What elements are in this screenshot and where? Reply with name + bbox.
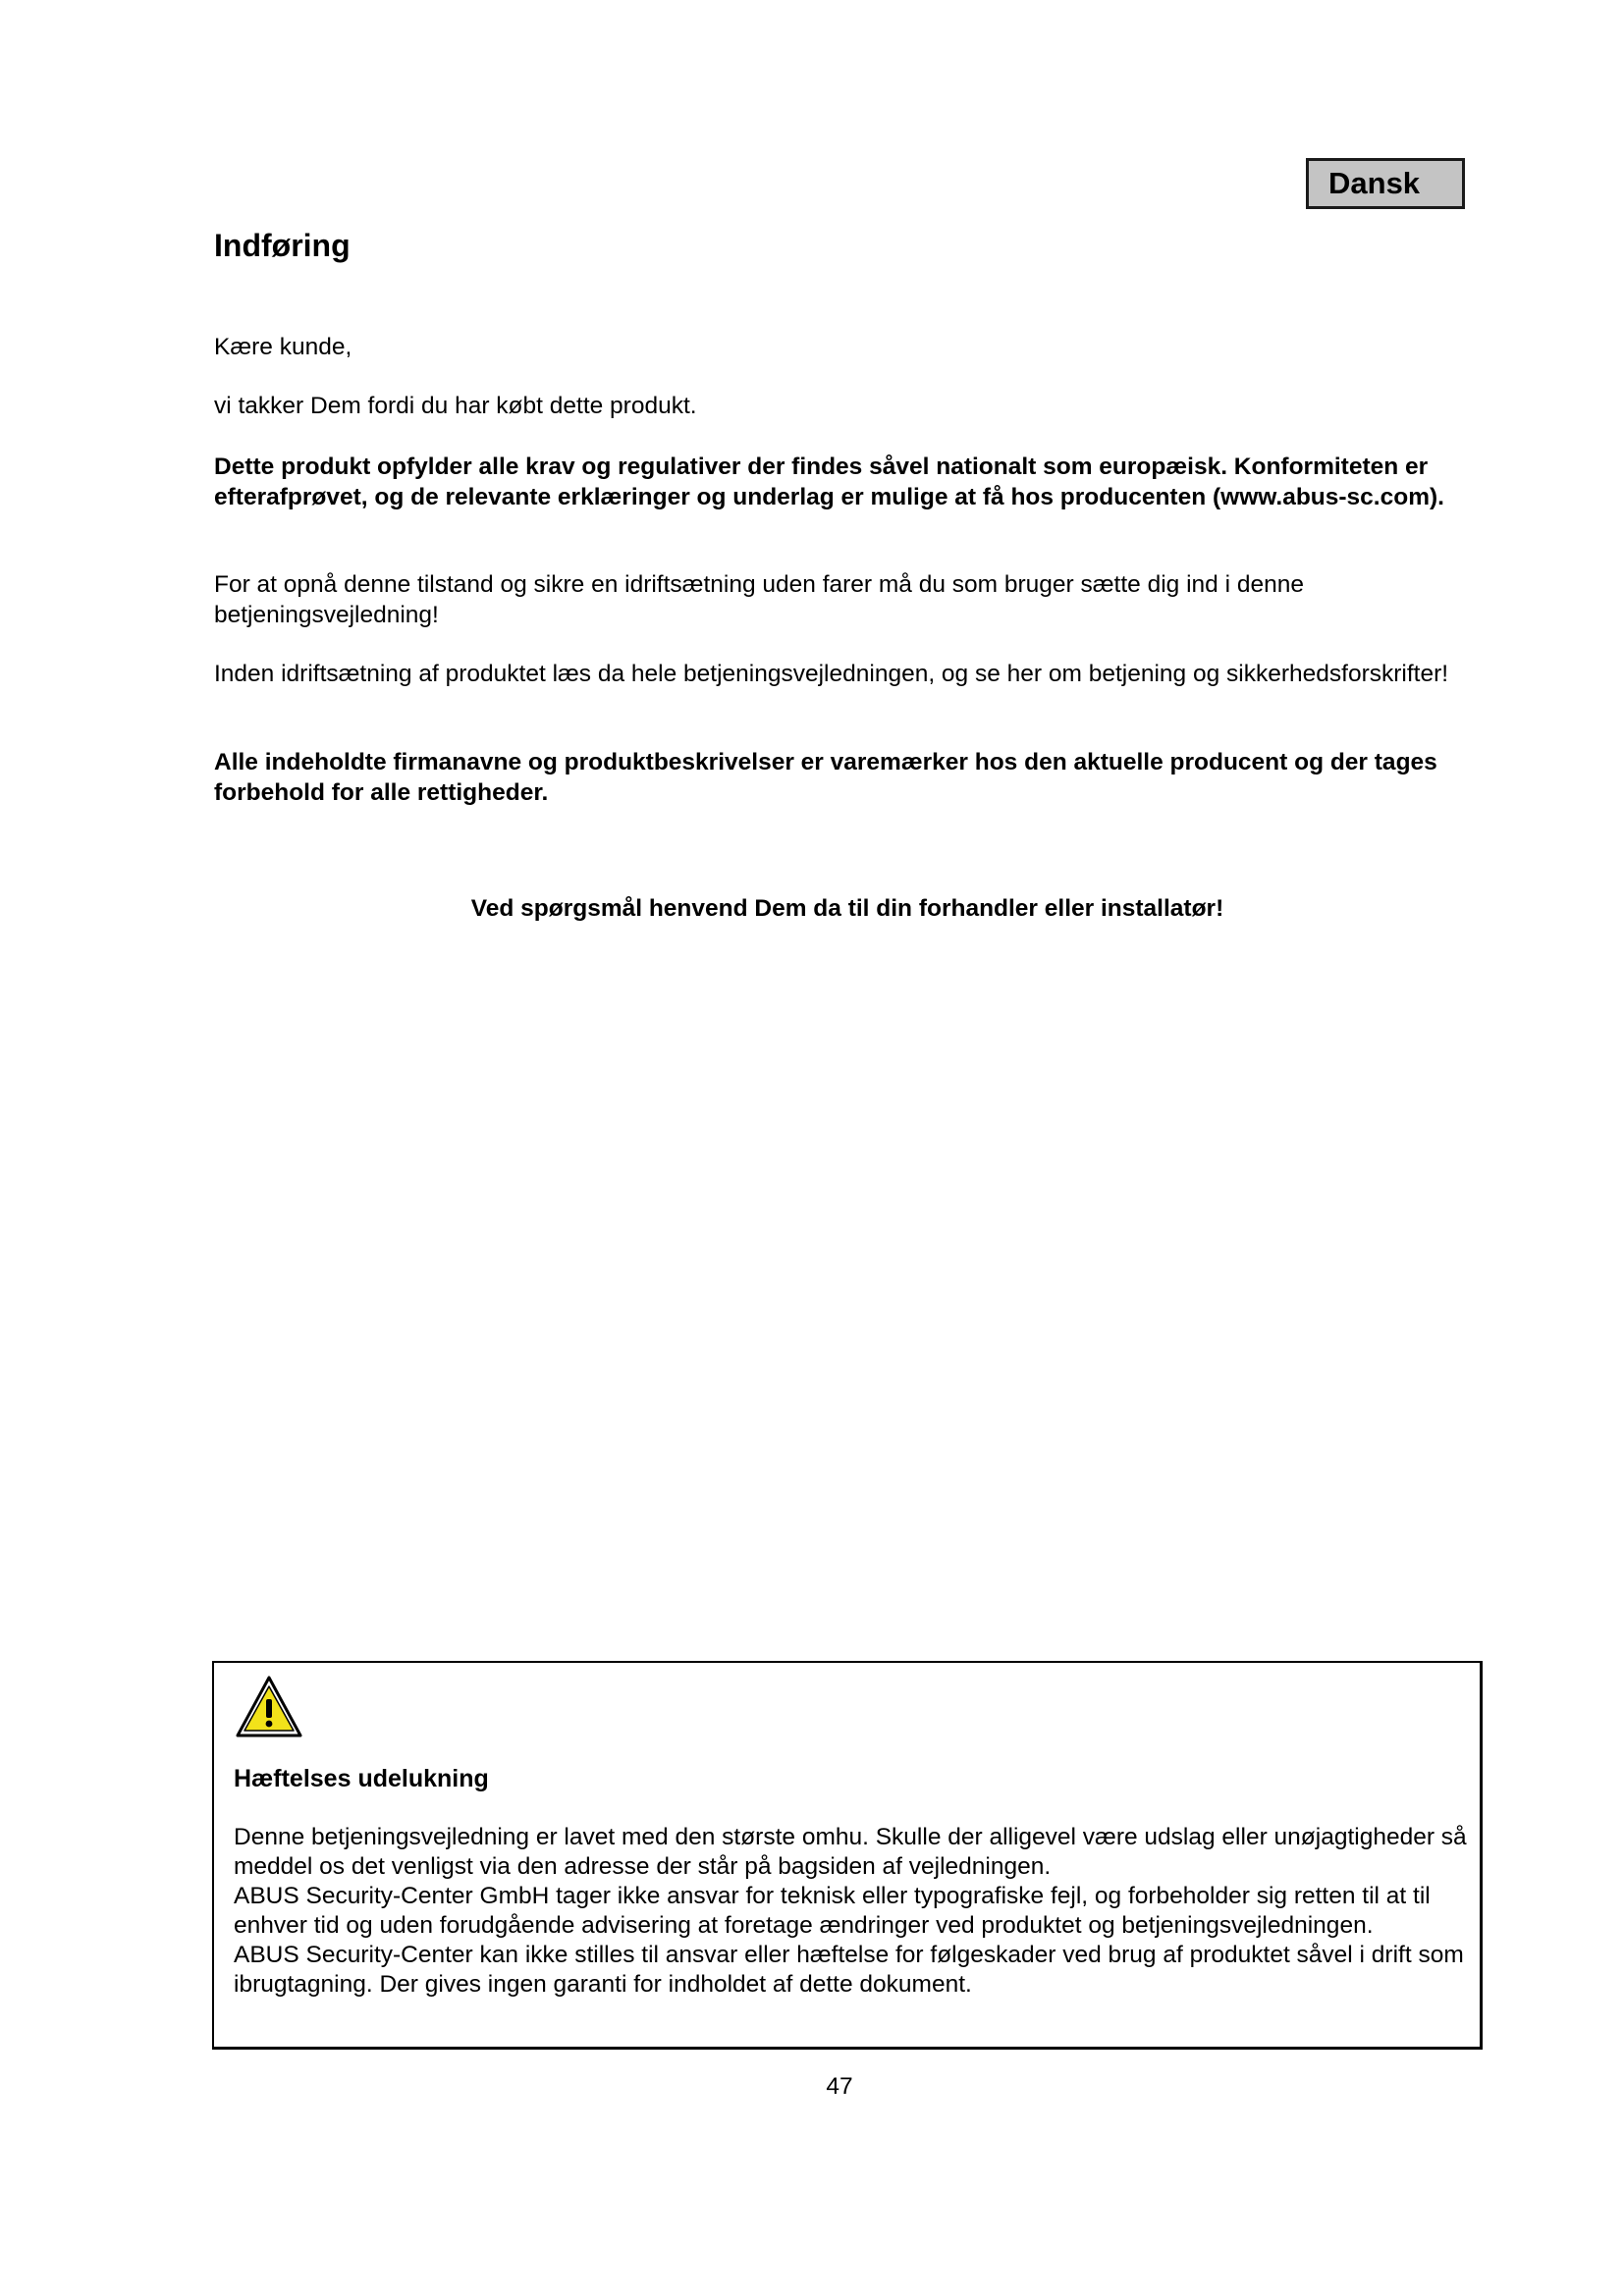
trademarks-text: Alle indeholdte firmanavne og produktbeskrivelser er varemærker hos den aktuelle producent og der tages forbehold for alle rettigheder. [214, 749, 1437, 806]
warning-triangle-icon [235, 1675, 303, 1739]
disclaimer-paragraph: ABUS Security-Center kan ikke stilles til ansvar eller hæftelse for følgeskader ved brug af produktet såvel i drift som ibrugtagning. Der gives ingen garanti for indholdet af dette dokument. [234, 1942, 1464, 1998]
disclaimer-body [234, 1823, 1473, 2000]
disclaimer-box [212, 1661, 1483, 2050]
disclaimer-paragraph: ABUS Security-Center GmbH tager ikke ansvar for teknisk eller typografiske fejl, og forbeholder sig retten til at til enhver tid og uden forudgående advisering at foretage ændringer ved produktet og betjeningsvejledningen. [234, 1883, 1431, 1939]
language-badge: Dansk [1306, 158, 1465, 209]
conformity-text: Dette produkt opfylder alle krav og regulativer der findes såvel nationalt som europæisk. Konformiteten er efterafprøvet, og de relevante erklæringer og underlag er mulige at få hos producenten (www.abus-sc.com). [214, 454, 1444, 510]
read-manual-text: Inden idriftsætning af produktet læs da hele betjeningsvejledningen, og se her om betjening og sikkerhedsforskrifter! [214, 661, 1449, 687]
page-title: Indføring [214, 228, 351, 263]
greeting-text: Kære kunde, [214, 334, 352, 360]
disclaimer-title: Hæftelses udelukning [234, 1765, 489, 1792]
thanks-text: vi takker Dem fordi du har købt dette produkt. [214, 393, 697, 419]
disclaimer-paragraph: Denne betjeningsvejledning er lavet med den største omhu. Skulle der alligevel være udslag eller unøjagtigheder så meddel os det venligst via den adresse der står på bagsiden af vejledningen. [234, 1824, 1467, 1880]
questions-text: Ved spørgsmål henvend Dem da til din forhandler eller installatør! [470, 895, 1224, 922]
safety-intro-text: For at opnå denne tilstand og sikre en idriftsætning uden farer må du som bruger sætte dig ind i denne betjeningsvejledning! [214, 571, 1304, 628]
page-number: 47 [826, 2073, 853, 2100]
